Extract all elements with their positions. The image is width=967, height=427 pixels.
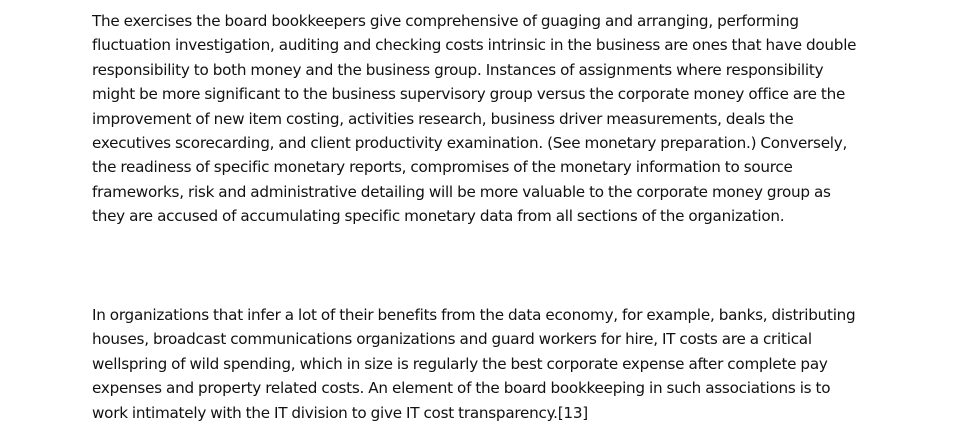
body-paragraph-it-cost-transparency: In organizations that infer a lot of their benefits from the data economy, for example, banks, distributing houses, broadcast communications organizations and guard workers for hire, IT costs are a critical wellspring of wild spending, which in size is regularly the best corporate expense after complete pay expenses and property related costs. An element of the board bookkeeping in such associations is to work intimately with the IT division to give IT cost transparency.[13]: [92, 306, 856, 422]
body-paragraph-management-accounting: The exercises the board bookkeepers give comprehensive of guaging and arranging, performing fluctuation investigation, auditing and checking costs intrinsic in the business are ones that have double responsibility to both money and the business group. Instances of assignments where responsibility might be more significant to the business supervisory group versus the corporate money office are the improvement of new item costing, activities research, business driver measurements, deals the executives scorecarding, and client productivity examination. (See monetary preparation.) Conversely, the readiness of specific monetary reports, compromises of the monetary information to source frameworks, risk and administrative detailing will be more valuable to the corporate money group as they are accused of accumulating specific monetary data from all sections of the organization.: [92, 12, 857, 226]
